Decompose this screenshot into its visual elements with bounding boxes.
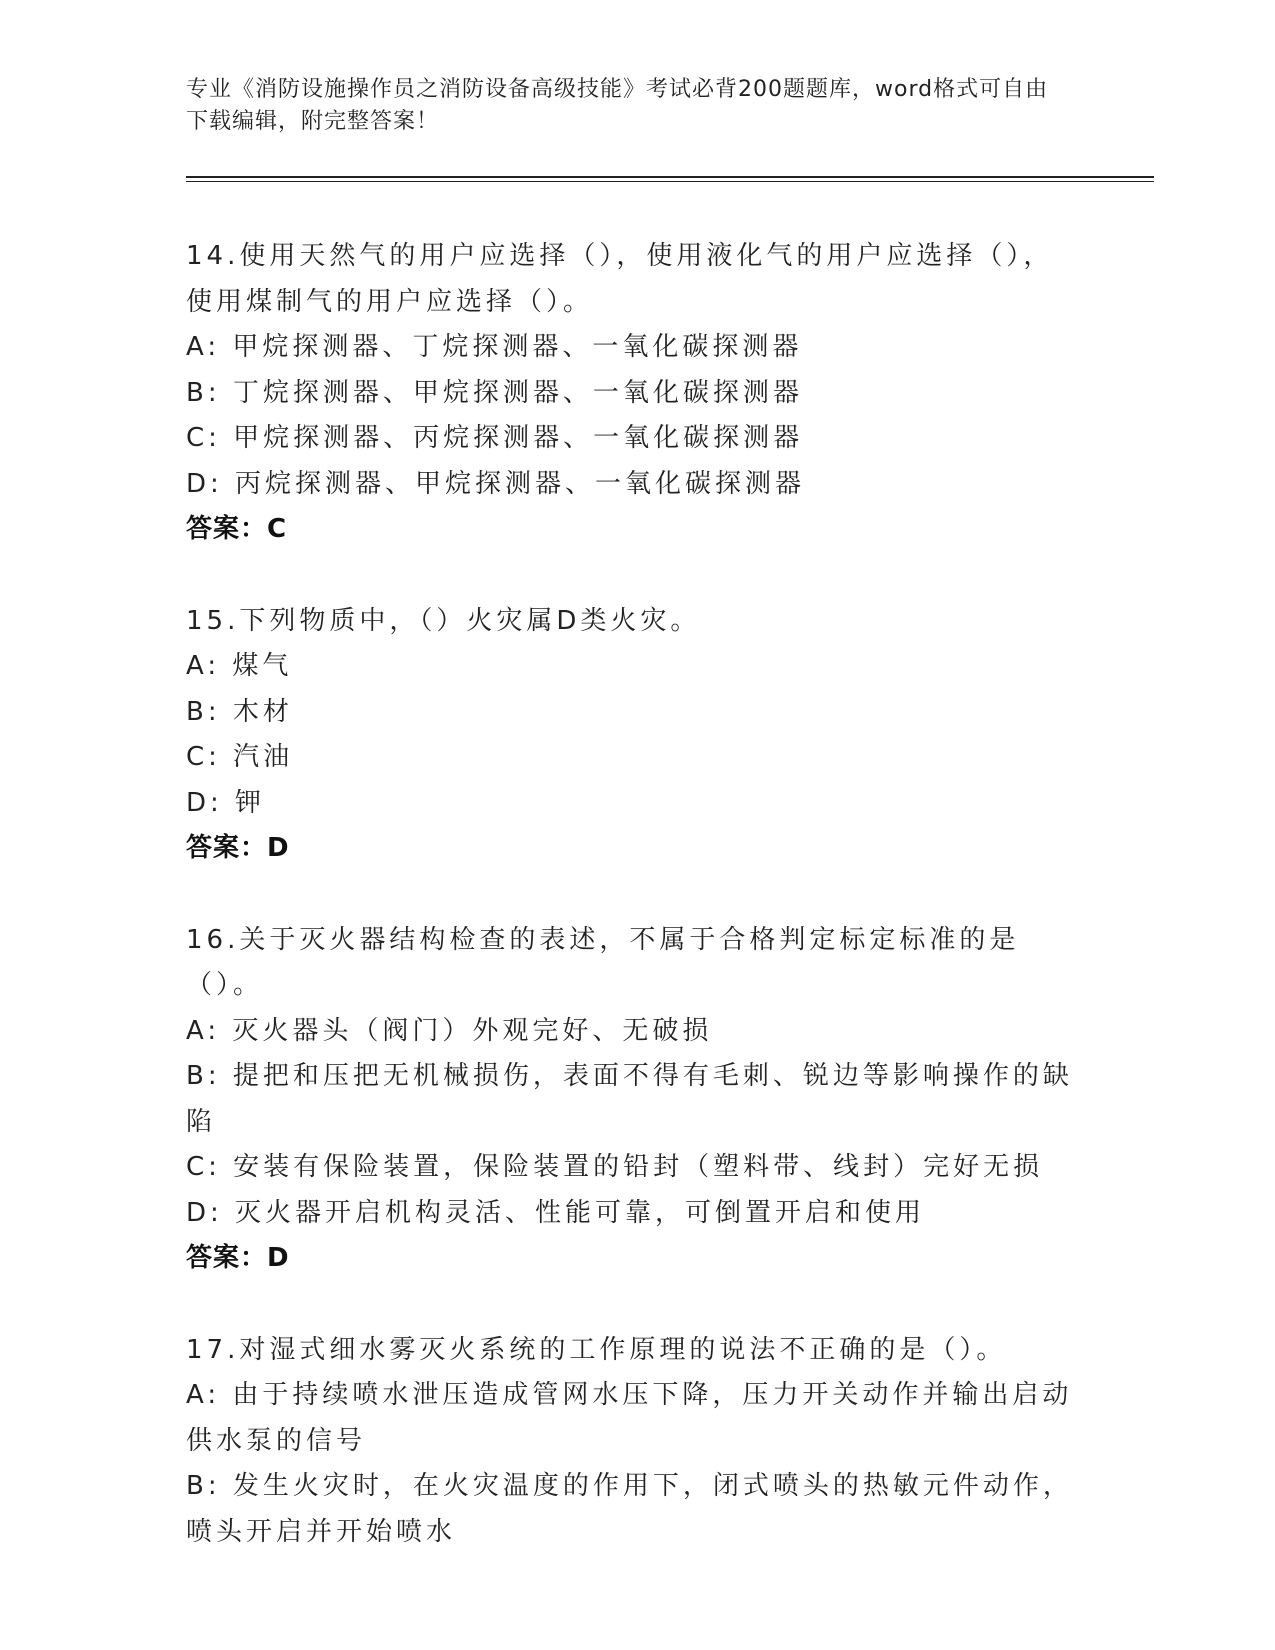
option-b: B: 木材	[186, 696, 293, 727]
option-a: A: 灭火器头（阀门）外观完好、无破损	[186, 1015, 713, 1046]
option-b: B: 发生火灾时，在火灾温度的作用下，闭式喷头的热敏元件动作，喷头开启并开始喷水	[186, 1471, 1073, 1547]
question-17	[186, 1328, 1076, 1556]
option-c: C: 汽油	[186, 742, 294, 772]
question-stem: 14.使用天然气的用户应选择（），使用液化气的用户应选择（），使用煤制气的用户应选择（）。	[186, 241, 1054, 317]
answer: 答案：C	[186, 514, 288, 544]
question-14	[186, 234, 1076, 553]
answer: 答案：D	[186, 1243, 290, 1273]
option-a: A: 甲烷探测器、丁烷探测器、一氧化碳探测器	[186, 332, 803, 362]
option-a: A: 由于持续喷水泄压造成管网水压下降，压力开关动作并输出启动供水泵的信号	[186, 1380, 1073, 1456]
question-list	[186, 234, 1076, 1601]
question-stem: 15.下列物质中，（）火灾属D类火灾。	[186, 605, 701, 636]
option-d: D: 钾	[186, 787, 266, 818]
option-d: D: 灭火器开启机构灵活、性能可靠，可倒置开启和使用	[186, 1197, 926, 1228]
option-a: A: 煤气	[186, 651, 293, 681]
question-stem: 17.对湿式细水雾灭火系统的工作原理的说法不正确的是（）。	[186, 1334, 1007, 1365]
header-divider	[186, 176, 1154, 178]
option-c: C: 安装有保险装置，保险装置的铅封（塑料带、线封）完好无损	[186, 1152, 1044, 1182]
question-16	[186, 918, 1076, 1282]
answer: 答案：D	[186, 833, 290, 863]
option-b: B: 提把和压把无机械损伤，表面不得有毛刺、锐边等影响操作的缺陷	[186, 1061, 1073, 1137]
question-15	[186, 599, 1076, 872]
option-c: C: 甲烷探测器、丙烷探测器、一氧化碳探测器	[186, 423, 804, 453]
option-b: B: 丁烷探测器、甲烷探测器、一氧化碳探测器	[186, 377, 803, 408]
header-divider-thin	[186, 181, 1154, 182]
document-header: 专业《消防设施操作员之消防设备高级技能》考试必背200题题库，word格式可自由下载编辑，附完整答案！	[186, 77, 1049, 134]
question-stem: 16.关于灭火器结构检查的表述，不属于合格判定标定标准的是（）。	[186, 924, 1020, 1000]
option-d: D: 丙烷探测器、甲烷探测器、一氧化碳探测器	[186, 468, 806, 499]
